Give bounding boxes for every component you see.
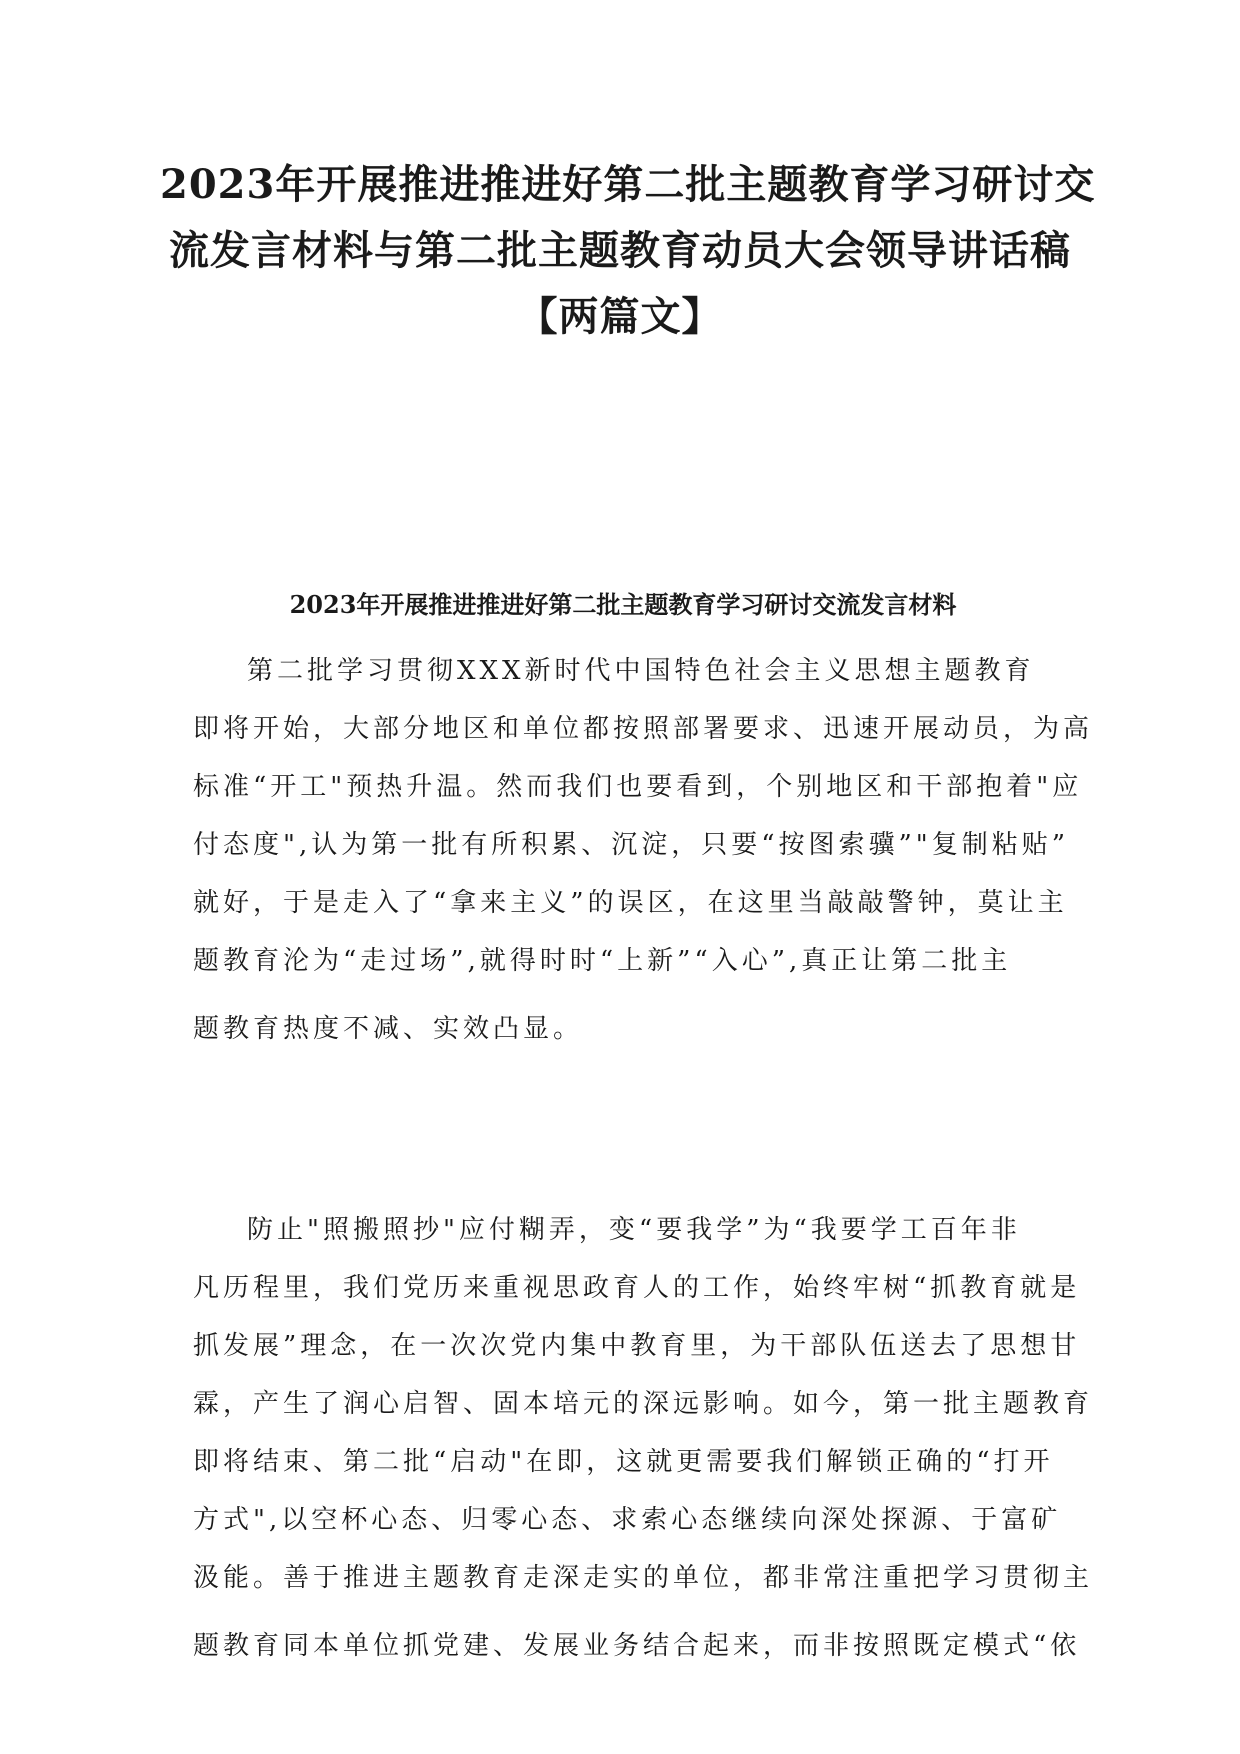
text-line: 题教育同本单位抓党建、发展业务结合起来，而非按照既定模式“依 xyxy=(193,1631,1081,1661)
paragraph xyxy=(193,1201,1094,1675)
text-line: 方式",以空杯心态、归零心态、求索心态继续向深处探源、于富矿 xyxy=(193,1505,1062,1535)
text-line: 汲能。善于推进主题教育走深走实的单位，都非常注重把学习贯彻主 xyxy=(193,1563,1094,1593)
text-line: 即将开始，大部分地区和单位都按照部署要求、迅速开展动员，为高 xyxy=(193,714,1094,744)
text-line: 凡历程里，我们党历来重视思政育人的工作，始终牢树“抓教育就是 xyxy=(193,1273,1081,1303)
document-title xyxy=(160,152,1096,350)
text-line: 题教育热度不减、实效凸显。 xyxy=(193,1014,584,1044)
text-line: 抓发展”理念，在一次次党内集中教育里，为干部队伍送去了思想甘 xyxy=(193,1331,1081,1361)
title-line: 【两篇文】 xyxy=(517,293,723,340)
paragraph xyxy=(193,642,1094,1058)
section-title: 2023年开展推进推进好第二批主题教育学习研讨交流发言材料 xyxy=(289,590,957,619)
text-line: 标准“开工"预热升温。然而我们也要看到，个别地区和干部抱着"应 xyxy=(193,772,1083,802)
title-line: 流发言材料与第二批主题教育动员大会领导讲话稿 xyxy=(169,227,1071,274)
text-line: 就好，于是走入了“拿来主义”的误区，在这里当敲敲警钟，莫让主 xyxy=(193,888,1068,918)
text-line: 即将结束、第二批“启动"在即，这就更需要我们解锁正确的“打开 xyxy=(193,1447,1054,1477)
title-line: 2023年开展推进推进好第二批主题教育学习研讨交 xyxy=(160,161,1096,208)
text-line: 防止"照搬照抄"应付糊弄，变“要我学”为“我要学工百年非 xyxy=(247,1215,1021,1245)
text-line: 付态度",认为第一批有所积累、沉淀，只要“按图索骥”"复制粘贴” xyxy=(193,830,1070,860)
text-line: 霖，产生了润心启智、固本培元的深远影响。如今，第一批主题教育 xyxy=(193,1389,1094,1419)
text-line: 题教育沦为“走过场”,就得时时“上新”“入心”,真正让第二批主 xyxy=(193,946,1012,976)
text-line: 第二批学习贯彻XXX新时代中国特色社会主义思想主题教育 xyxy=(247,656,1035,686)
